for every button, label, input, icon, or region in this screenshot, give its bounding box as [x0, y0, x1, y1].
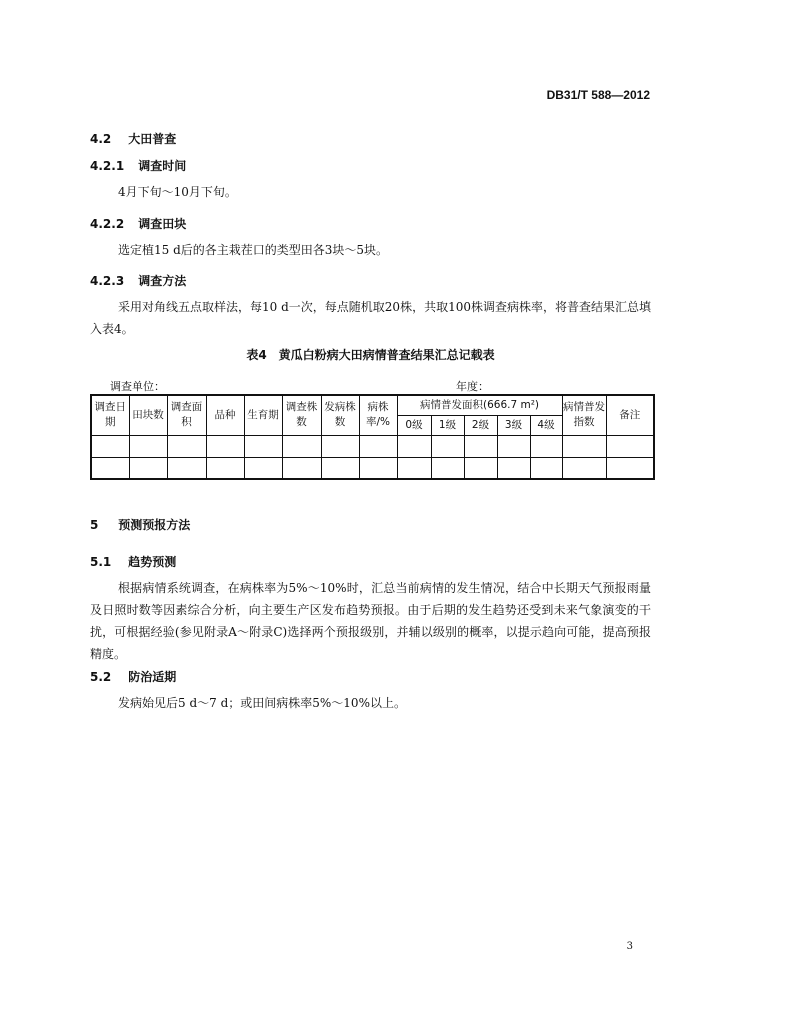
table-cell: [244, 435, 282, 457]
header-plants-surveyed: 调查株数: [282, 395, 321, 435]
header-grade-area: 病情普发面积(666.7 m²): [397, 395, 562, 415]
heading-4-2-3: [90, 272, 186, 289]
header-grade-0: 0级: [397, 415, 431, 435]
table-cell: [359, 435, 397, 457]
year-label: 年度：: [456, 380, 489, 393]
section-title: 防治适期: [128, 670, 177, 684]
table-cell: [129, 457, 167, 479]
table-cell: [321, 435, 359, 457]
section-title: 调查时间: [138, 159, 187, 173]
header-disease-rate: 病株率/%: [359, 395, 397, 435]
table-cell: [606, 435, 654, 457]
summary-table: [90, 394, 655, 480]
table-cell: [397, 435, 431, 457]
table-cell: [464, 435, 497, 457]
header-date: 调查日期: [91, 395, 129, 435]
header-field-count: 田块数: [129, 395, 167, 435]
table-header-row: [91, 395, 654, 415]
table-cell: [397, 457, 431, 479]
section-number: 4.2.3: [90, 274, 125, 288]
table-cell: [530, 435, 562, 457]
section-number: 5.2: [90, 670, 112, 684]
section-number: 5: [90, 518, 99, 532]
table-cell: [206, 435, 244, 457]
table-cell: [530, 457, 562, 479]
table-cell: [497, 457, 530, 479]
heading-5-2: [90, 668, 176, 685]
table-cell: [282, 435, 321, 457]
heading-4-2: [90, 130, 176, 147]
section-title: 大田普查: [128, 132, 177, 146]
header-diseased-plants: 发病株数: [321, 395, 359, 435]
table-cell: [91, 457, 129, 479]
survey-unit-label: 调查单位：: [110, 380, 165, 393]
section-title: 趋势预测: [128, 555, 177, 569]
table-cell: [562, 435, 606, 457]
section-number: 4.2: [90, 132, 112, 146]
table-cell: [206, 457, 244, 479]
paragraph-trend-forecast: 根据病情系统调查，在病株率为5%～10%时，汇总当前病情的发生情况，结合中长期天气预报雨量及日照时数等因素综合分析，向主要生产区发布趋势预报。由于后期的发生趋势还受到未来气象演变的干扰，可根据经验(参见附录A～附录C)选择两个预报级别，并辅以级别的概率，以提示趋向可能，提高预报精度。: [90, 581, 651, 661]
heading-4-2-2: [90, 215, 186, 232]
table-cell: [321, 457, 359, 479]
table-cell: [167, 435, 206, 457]
table-cell: [464, 457, 497, 479]
table-cell: [91, 435, 129, 457]
header-remarks: 备注: [606, 395, 654, 435]
header-grade-1: 1级: [431, 415, 464, 435]
standard-number: DB31/T 588—2012: [546, 88, 650, 102]
table-row: [91, 457, 654, 479]
section-number: 4.2.1: [90, 159, 125, 173]
header-grade-4: 4级: [530, 415, 562, 435]
section-title: 调查方法: [138, 274, 187, 288]
table-cell: [562, 457, 606, 479]
table-cell: [497, 435, 530, 457]
table-caption: 表4 黄瓜白粉病大田病情普查结果汇总记载表: [246, 348, 495, 362]
header-growth-stage: 生育期: [244, 395, 282, 435]
heading-4-2-1: [90, 157, 186, 174]
header-variety: 品种: [206, 395, 244, 435]
table-cell: [431, 435, 464, 457]
heading-5-1: [90, 553, 176, 570]
table-cell: [359, 457, 397, 479]
section-title: 预测预报方法: [118, 518, 191, 532]
paragraph-survey-method: 采用对角线五点取样法，每10 d一次，每点随机取20株，共取100株调查病株率，将普查结果汇总填入表4。: [90, 300, 651, 336]
paragraph-survey-time: 4月下旬～10月下旬。: [118, 185, 237, 199]
table-cell: [129, 435, 167, 457]
heading-5: [90, 516, 190, 533]
table-cell: [282, 457, 321, 479]
header-grade-3: 3级: [497, 415, 530, 435]
table-cell: [244, 457, 282, 479]
header-area: 调查面积: [167, 395, 206, 435]
header-grade-2: 2级: [464, 415, 497, 435]
section-number: 5.1: [90, 555, 112, 569]
paragraph-survey-fields: 选定植15 d后的各主栽茬口的类型田各3块～5块。: [118, 243, 389, 257]
section-title: 调查田块: [138, 217, 187, 231]
section-number: 4.2.2: [90, 217, 125, 231]
page-number: 3: [626, 941, 633, 952]
table-cell: [167, 457, 206, 479]
paragraph-control-timing: 发病始见后5 d～7 d；或田间病株率5%～10%以上。: [118, 696, 406, 710]
table-cell: [606, 457, 654, 479]
table-cell: [431, 457, 464, 479]
header-disease-index: 病情普发指数: [562, 395, 606, 435]
table-row: [91, 435, 654, 457]
